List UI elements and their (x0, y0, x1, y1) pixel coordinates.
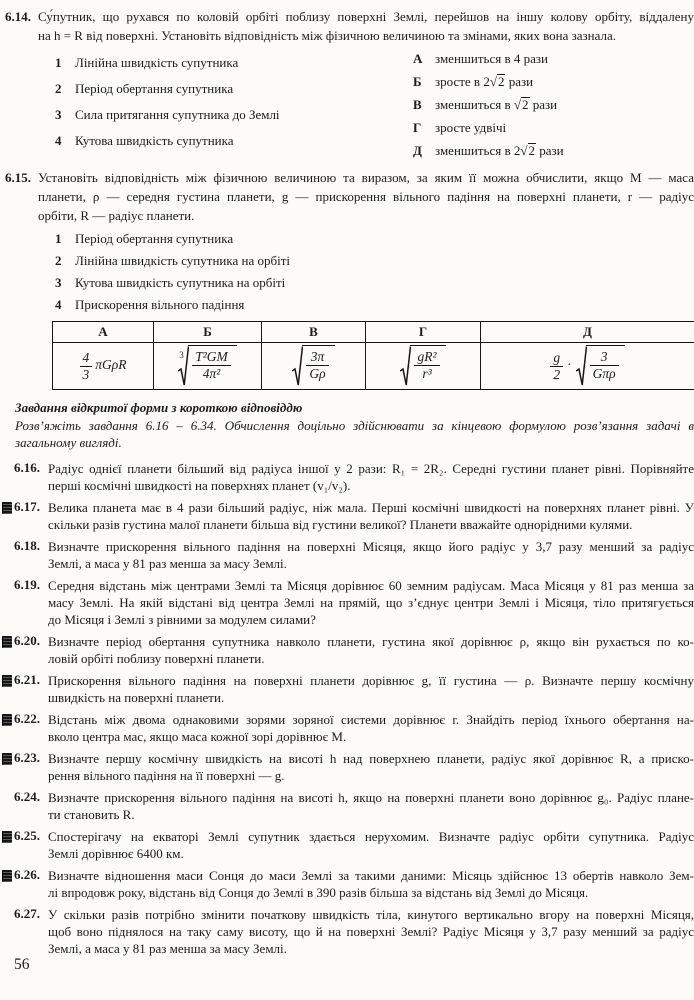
problem-6-26 (0, 867, 694, 901)
column-header: Г (366, 322, 481, 343)
problem-line: ловій орбіті поблизу поверхні планети. (48, 651, 265, 666)
problem-line: до Місяця і Землі з рівними за модулем силами? (48, 612, 316, 627)
problem-number: 6.15. (5, 170, 31, 185)
problem-line (0, 168, 694, 187)
problem-number: 6.26. (14, 867, 40, 882)
sqrt-icon: √ (513, 97, 522, 112)
problem-6-20 (0, 633, 694, 667)
problem-number: 6.25. (14, 828, 40, 843)
problem-6-25 (0, 828, 694, 862)
section-title: Завдання відкритої форми з короткою відповіддю (15, 400, 303, 415)
problem-6-22 (0, 711, 694, 745)
problem-line: скільки разів густина малої планети більша від густини великої? Планети вважайте однорідними кулями. (48, 517, 633, 532)
formula-v: $\frac{3\pi}{G\rho}$ (262, 343, 366, 390)
problem-line: Землі, а маса у 81 раз менша за масу Землі. (48, 556, 287, 571)
problem-line: Землі, а маса у 81 раз менша за масу Землі. (48, 941, 287, 956)
column-header: А (53, 322, 154, 343)
problem-line: щоб воно піднялося на таку саму висоту, що й на поверхні Землі? Радіус Місяця у 3,7 разу менший за радіус (48, 924, 694, 939)
problem-6-18 (0, 538, 694, 572)
problem-line: Визначте відношення маси Сонця до маси Землі за такими даними: Місяць здійснює 13 обертів навколо Зем- (48, 868, 694, 883)
page-number: 56 (14, 956, 30, 973)
problem-list (0, 460, 694, 957)
match-item: 1 Лінійна швидкість супутника (55, 55, 239, 70)
problem-line: У скільки разів потрібно змінити початкову швидкість тіла, кинутого вертикально вгору на поверхні Місяця, (48, 907, 694, 922)
answer-options (413, 47, 694, 162)
problem-number: 6.18. (14, 538, 40, 553)
match-item: 2 Лінійна швидкість супутника на орбіті (55, 253, 290, 268)
formula-table-row (53, 343, 694, 390)
section-instruction: Розв’яжіть завдання 6.16 – 6.34. Обчислення доцільно здійснювати за кінцевою формулою розв’язання задачі в (15, 418, 694, 433)
problem-6-17 (0, 499, 694, 533)
problem-line: Спостерігачу на екваторі Землі супутник здається нерухомим. Визначте радіус орбіти супутника. Радіус (48, 829, 694, 844)
formula-table (52, 321, 694, 390)
match-item: 4 Кутова швидкість супутника (55, 133, 234, 148)
sqrt-icon: √ (520, 143, 528, 158)
match-item: 1 Період обертання супутника (55, 231, 234, 246)
problem-line: Прискорення вільного падіння на поверхні планети дорівнює g, її густина — ρ. Визначте першу космічну (48, 673, 694, 688)
problem-line: Радіус однієї планети більший від радіуса іншої у 2 рази: R₁ = 2R₂. Середні густини планет рівні. Порівняйте (48, 461, 694, 476)
problem-line: масу Землі. На якій відстані від центра Землі на прямій, що з’єднує центри Землі і Місяця, тіло притягується (48, 595, 694, 610)
problem-line: ти становить R. (48, 807, 135, 822)
problem-line: Середня відстань між центрами Землі та Місяця дорівнює 60 земним радіусам. Маса Місяця у 81 раз менша за (48, 578, 694, 593)
problem-line: орбіти, R — радіус планети. (38, 208, 195, 223)
problem-line: Велика планета має в 4 рази більший радіус, ніж мала. Перші космічні швидкості на поверхнях планет рівні. У (48, 500, 694, 515)
answer-option: А зменшиться в 4 рази (413, 51, 548, 66)
problem-number: 6.24. (14, 789, 40, 804)
problem-6-27 (0, 906, 694, 957)
section-instruction: загальному вигляді. (15, 435, 122, 450)
problem-line: перші космічні швидкості на поверхнях планет (v₁/v₂). (48, 478, 351, 493)
problem-line: Визначте прискорення вільного падіння на поверхні Місяця, якщо його радіус у 3,7 разу менший за радіус (48, 539, 694, 554)
problem-number: 6.20. (14, 633, 40, 648)
formula-d: $\frac{g}{2}$ · $\frac{3}{\text{Gπρ}}$ (481, 343, 694, 390)
problem-number: 6.17. (14, 499, 40, 514)
problem-number: 6.14. (5, 9, 31, 24)
formula-b: 3 $\frac{\text{T²GM}}{\text{4π²}}$ (154, 343, 262, 390)
problem-text: Су́путник, що рухався по коловій орбіті поблизу поверхні Землі, перейшов на іншу колову орбіту, віддалену (38, 9, 694, 24)
book-icon (2, 753, 12, 765)
matching-items (0, 47, 413, 162)
problem-line: швидкість на поверхні планети. (48, 690, 225, 705)
matching-items (0, 228, 694, 316)
problem-line: Відстань між двома однаковими зорями зоряної системи дорівнює r. Знайдіть період їхнього обертання на- (48, 712, 694, 727)
problem-number: 6.22. (14, 711, 40, 726)
answer-option: В зменшиться в √2 рази (413, 97, 558, 112)
book-icon (2, 502, 12, 514)
problem-line: Визначте прискорення вільного падіння на висоті h, якщо на поверхні планети воно дорівнює g₀. Радіус плане- (48, 790, 694, 805)
match-item: 3 Сила притягання супутника до Землі (55, 107, 280, 122)
problem-6-23 (0, 750, 694, 784)
problem-line: Визначте період обертання супутника навколо планети, густина якої дорівнює ρ, якщо він рухається по ко- (48, 634, 694, 649)
answer-option: Г зросте удвічі (413, 120, 507, 135)
problem-line: рення вільного падіння на її поверхні — g. (48, 768, 285, 783)
problem-number: 6.23. (14, 750, 40, 765)
problem-6-24 (0, 789, 694, 823)
problem-number: 6.27. (14, 906, 40, 921)
problem-line: планети, ρ — середня густина планети, g — прискорення вільного падіння на поверхні планети, r — радіус (38, 189, 694, 204)
book-icon (2, 870, 12, 882)
problem-6-16 (0, 460, 694, 494)
sqrt-icon: √ (489, 74, 497, 89)
problem-number: 6.16. (14, 460, 40, 475)
book-icon (2, 831, 12, 843)
problem-number: 6.19. (14, 577, 40, 592)
problem-text: Установіть відповідність між фізичною величиною та виразом, за яким її можна обчислити, якщо M — маса (38, 170, 694, 185)
column-header: Б (154, 322, 262, 343)
match-item: 3 Кутова швидкість супутника на орбіті (55, 275, 286, 290)
match-item: 2 Період обертання супутника (55, 81, 234, 96)
book-icon (2, 675, 12, 687)
answer-option: Д зменшиться в 2√2 рази (413, 143, 564, 158)
problem-line: на h = R від поверхні. Установіть відповідність між фізичною величиною та змінами, яких вона зазнала. (38, 28, 616, 43)
match-item: 4 Прискорення вільного падіння (55, 297, 245, 312)
problem-6-21 (0, 672, 694, 706)
problem-6-15 (0, 168, 694, 390)
problem-line: Визначте першу космічну швидкість на висоті h над поверхнею планети, радіус якої дорівнює R, а приско- (48, 751, 694, 766)
problem-6-14 (0, 7, 694, 162)
formula-a: $\frac{4}{3}$ πGρR (53, 343, 154, 390)
book-icon (2, 636, 12, 648)
problem-line: Землі дорівнює 6400 км. (48, 846, 184, 861)
book-icon (2, 714, 12, 726)
problem-number: 6.21. (14, 672, 40, 687)
formula-g: $\frac{\text{gR²}}{\text{r³}}$ (366, 343, 481, 390)
problem-6-19 (0, 577, 694, 628)
answer-option: Б зросте в 2√2 рази (413, 74, 534, 89)
column-header: Д (481, 322, 694, 343)
column-header: В (262, 322, 366, 343)
problem-line (0, 7, 694, 26)
problem-line: вколо центра мас, якщо маса кожної зорі дорівнює M. (48, 729, 347, 744)
formula-table-header-row (53, 322, 694, 343)
matching-block (0, 47, 694, 162)
problem-line: лі впродовж року, відстань від Сонця до Землі в 390 разів більша за відстань від Землі до Місяця. (48, 885, 589, 900)
